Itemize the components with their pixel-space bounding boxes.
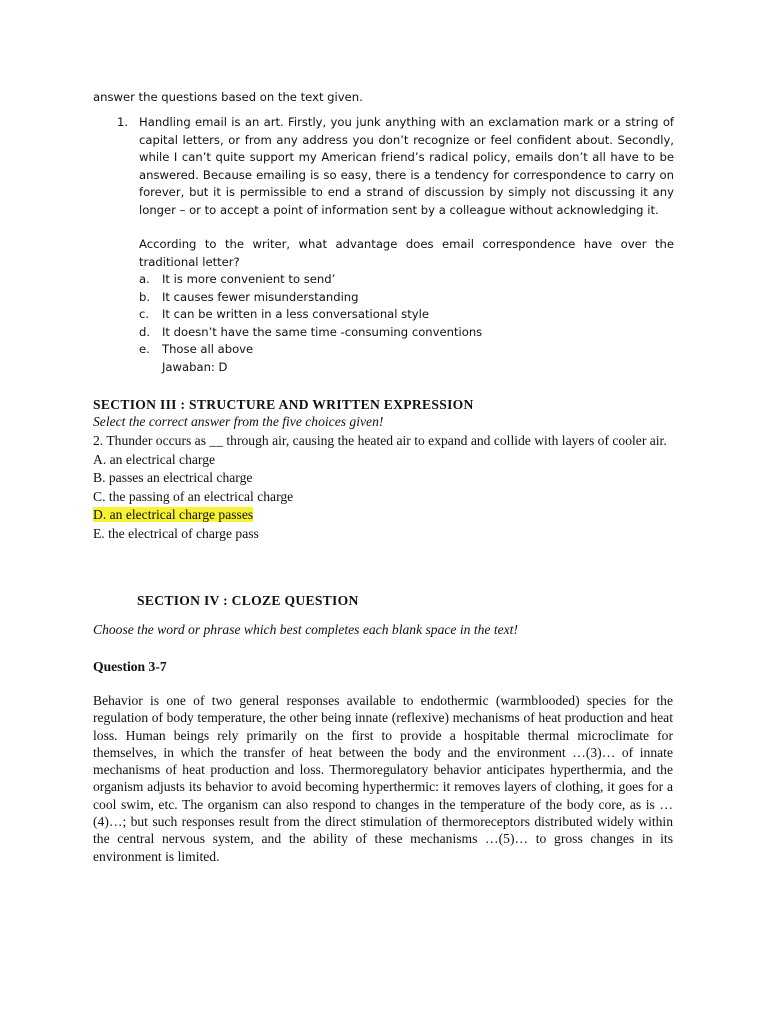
- section-3-instruction: Select the correct answer from the five choices given!: [93, 414, 384, 429]
- question-2-option-e: E. the electrical of charge pass: [93, 525, 259, 541]
- question-1-answer: Jawaban: D: [162, 359, 228, 374]
- option-letter: c.: [139, 307, 150, 321]
- option-letter: a.: [139, 272, 150, 286]
- option-c: [139, 306, 674, 324]
- question-2-block: [93, 432, 673, 543]
- question-2-option-d-highlighted: D. an electrical charge passes: [93, 507, 254, 522]
- option-b: [139, 289, 674, 307]
- option-text: It doesn’t have the same time -consuming conventions: [162, 324, 483, 339]
- question-3-7-title: Question 3-7: [93, 659, 167, 674]
- section-3-title: SECTION III : STRUCTURE AND WRITTEN EXPRESSION: [93, 397, 474, 412]
- question-2-option-a: A. an electrical charge: [93, 451, 216, 467]
- option-letter: d.: [139, 324, 151, 339]
- cloze-passage: Behavior is one of two general responses available to endothermic (warmblooded) species for the regulation of body temperature, the other being innate (reflexive) mechanisms of heat production and heat loss. Human beings rely primarily on the first to provide a hospitable thermal microclimate for themselves, in which the transfer of heat between the body and the environment …(3)… of innate mechanisms of heat production and loss. Thermoregulatory behavior anticipates hyperthermia, and the organism adjusts its behavior to avoid becoming hyperthermic: it removes layers of clothing, it goes for a cool swim, etc. The organism can also respond to changes in the temperature of the body core, as is …(4)…; but such responses result from the direct stimulation of thermoreceptors distributed widely within the central nervous system, and the ability of these mechanisms …(5)… to gross changes in its environment is limited.: [93, 693, 673, 864]
- option-text: It is more convenient to send’: [162, 272, 336, 286]
- question-1-block: [139, 114, 674, 376]
- option-e: [139, 341, 674, 359]
- question-1-options: [139, 271, 674, 359]
- option-text: Those all above: [162, 342, 254, 356]
- option-text: It can be written in a less conversational style: [162, 307, 429, 321]
- question-2-option-c: C. the passing of an electrical charge: [93, 488, 294, 504]
- question-2-option-b: B. passes an electrical charge: [93, 470, 253, 485]
- option-text: It causes fewer misunderstanding: [162, 289, 359, 304]
- intro-text: answer the questions based on the text given.: [93, 90, 363, 104]
- question-1-prompt: According to the writer, what advantage does email correspondence have over the traditional letter?: [139, 237, 674, 269]
- question-2-text: 2. Thunder occurs as __ through air, causing the heated air to expand and collide with layers of cooler air.: [93, 433, 667, 448]
- option-a: [139, 271, 674, 289]
- option-letter: b.: [139, 289, 151, 304]
- option-letter: e.: [139, 342, 150, 356]
- question-1-passage: Handling email is an art. Firstly, you junk anything with an exclamation mark or a string of capital letters, or from any address you don’t recognize or feel confident about. Secondly, while I can’t quite support my American friend’s radical policy, emails don’t all have to be answered. Because emailing is so easy, there is a tendency for correspondence to carry on forever, but it is permissible to end a strand of discussion by simply not discussing it any longer – or to accept a point of information sent by a colleague without acknowledging it.: [139, 115, 674, 217]
- section-4-title: SECTION IV : CLOZE QUESTION: [137, 593, 359, 608]
- question-1-number: 1.: [117, 115, 129, 129]
- section-4-instruction: Choose the word or phrase which best completes each blank space in the text!: [93, 622, 518, 637]
- option-d: [139, 324, 674, 342]
